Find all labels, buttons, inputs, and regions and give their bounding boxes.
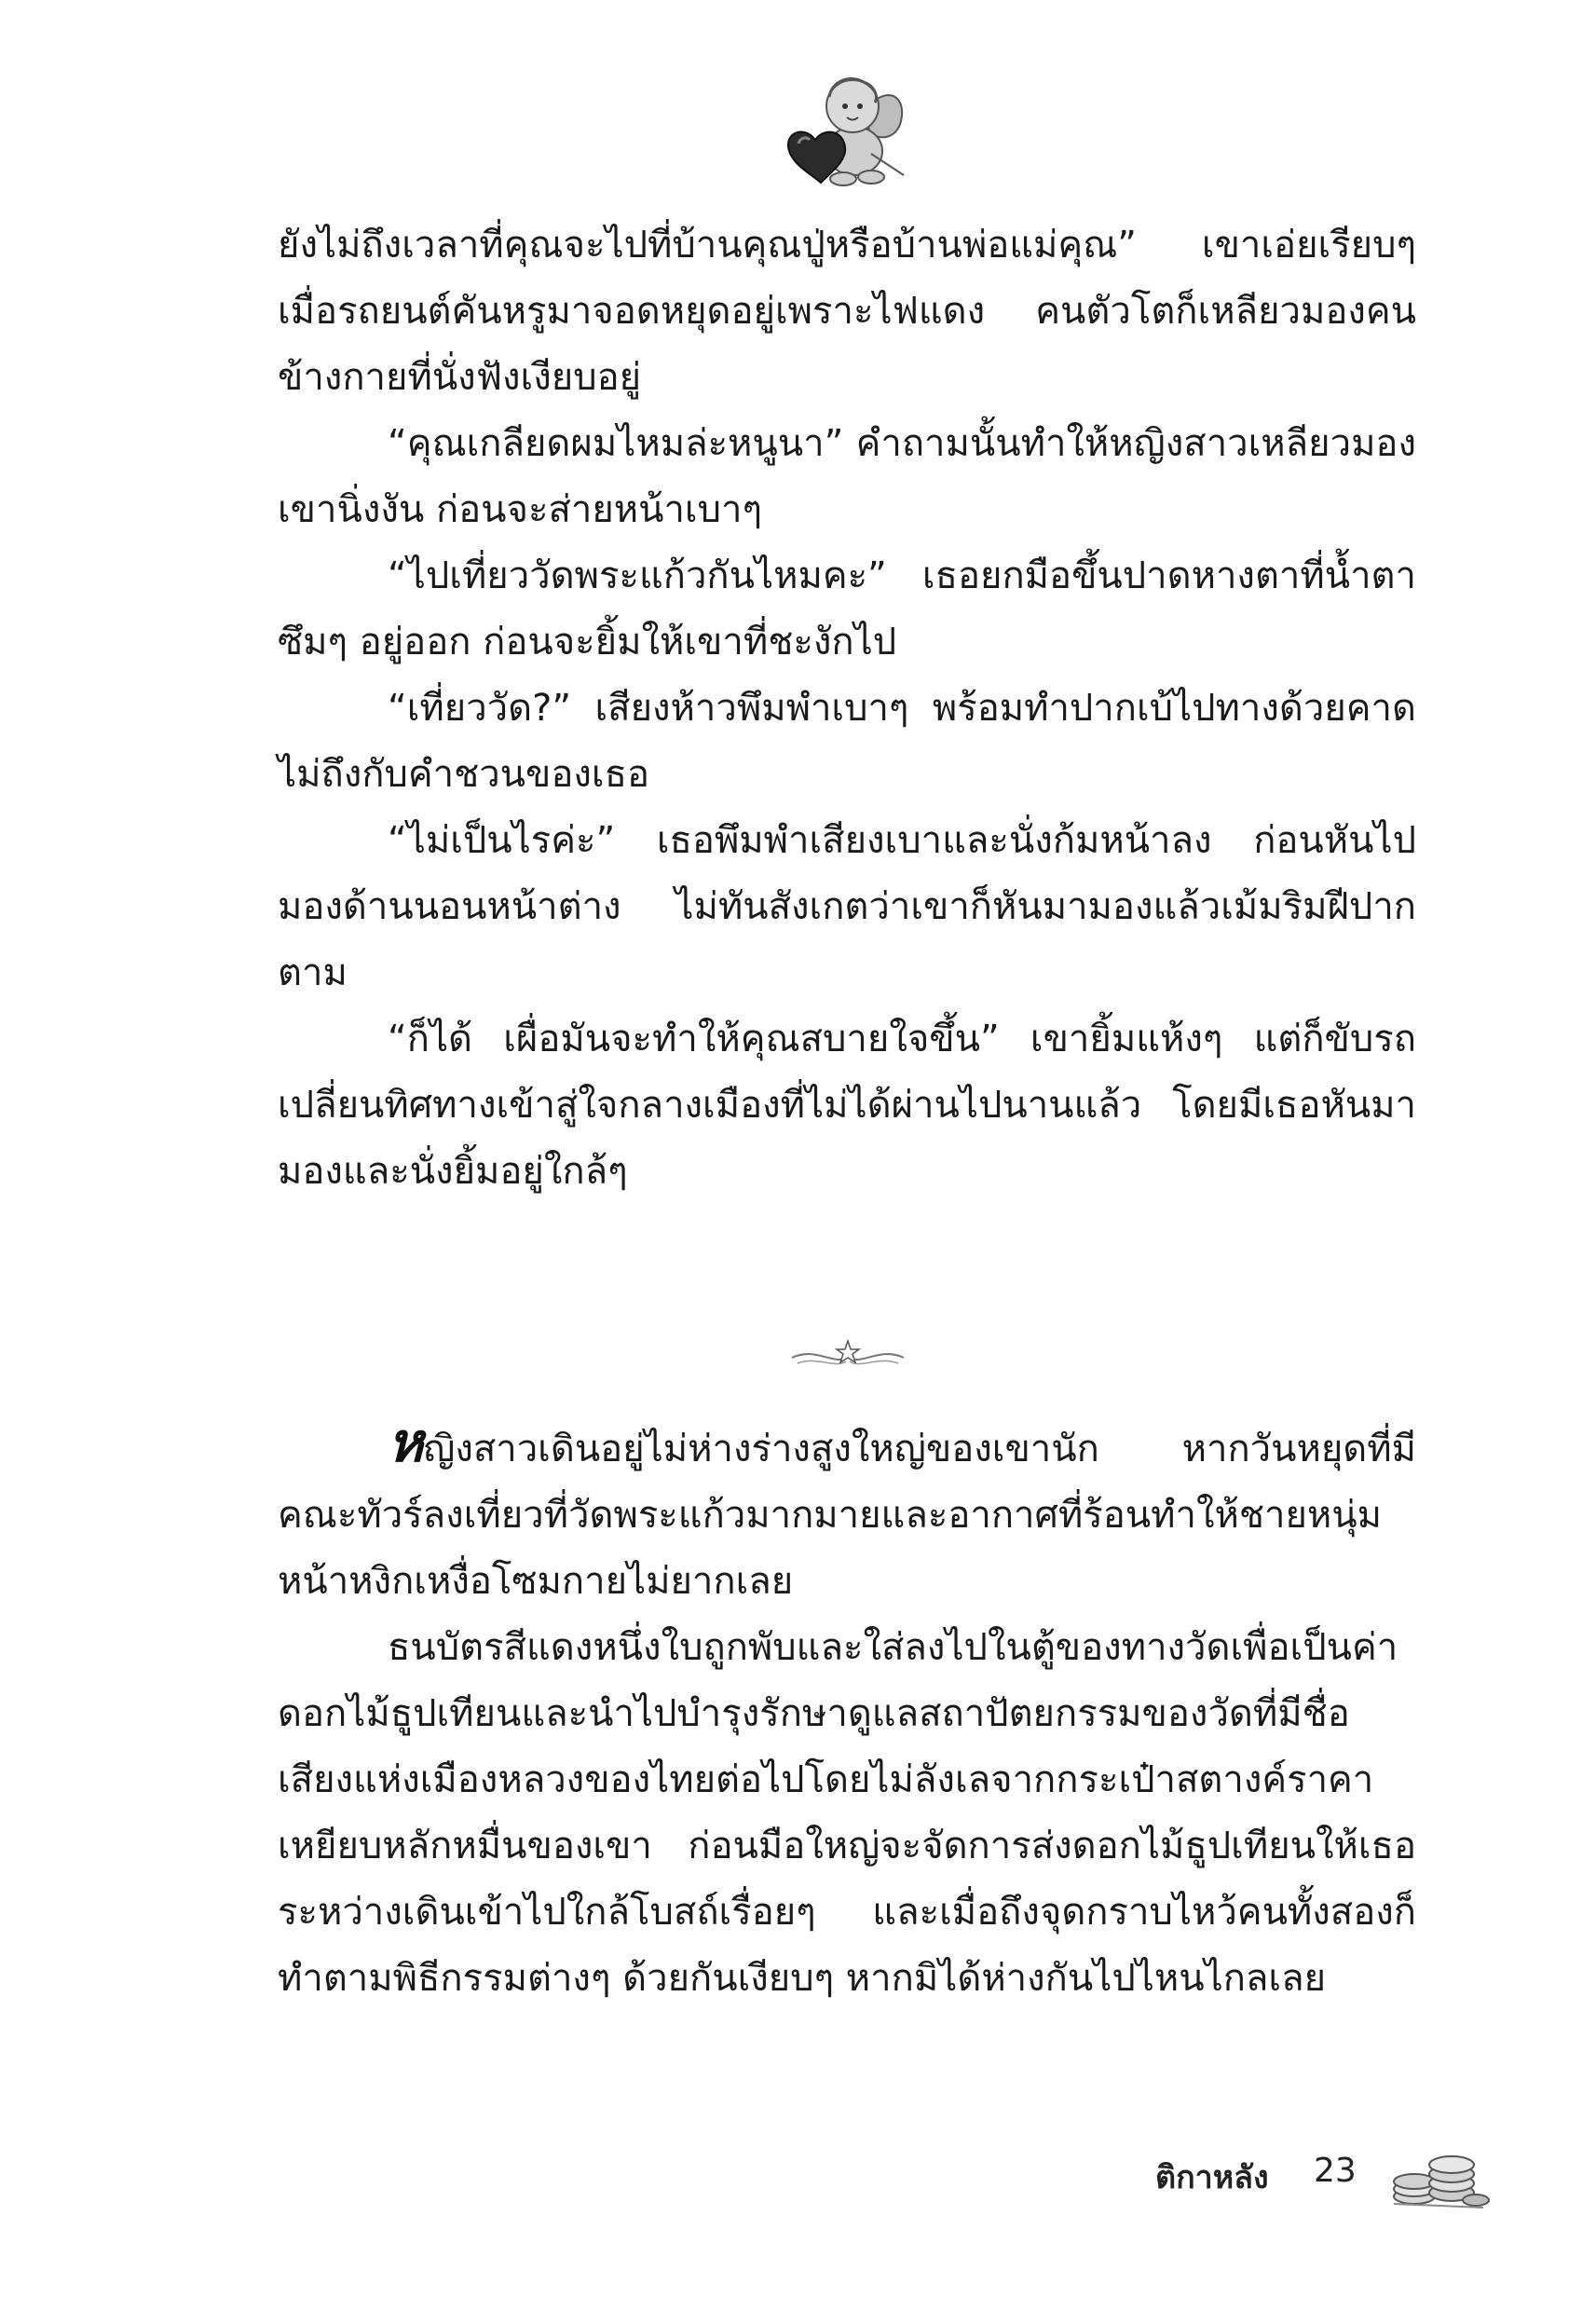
paragraph-5: “ไม่เป็นไรค่ะ” เธอพึมพำเสียงเบาและนั่งก้มหน้าลง ก่อนหันไปมองด้านนอนหน้าต่าง ไม่ทันสังเกตว่าเขาก็หันมามองแล้วเม้มริมฝีปากตาม xyxy=(278,819,1416,994)
paragraph-7-text: ญิงสาวเดินอยู่ไม่ห่างร่างสูงใหญ่ของเขานัก หากวันหยุดที่มีคณะทัวร์ลงเที่ยวที่วัดพระแก้วมากมายและอากาศที่ร้อนทำให้ชายหนุ่มหน้าหงิกเหงื่อโซมกายไม่ยากเลย xyxy=(278,1428,1416,1603)
paragraph-3: “ไปเที่ยววัดพระแก้วกันไหมคะ” เธอยกมือขึ้นปาดหางตาที่น้ำตาซึมๆ อยู่ออก ก่อนจะยิ้มให้เขาที่ชะงักไป xyxy=(278,554,1416,663)
page-footer xyxy=(1155,2139,1491,2213)
paragraph-8: ธนบัตรสีแดงหนึ่งใบถูกพับและใส่ลงไปในตู้ของทางวัดเพื่อเป็นค่าดอกไม้ธูปเทียนและนำไปบำรุงรักษาดูแลสถาปัตยกรรมของวัดที่มีชื่อเสียงแห่งเมืองหลวงของไทยต่อไปโดยไม่ลังเลจากกระเป๋าสตางค์ราคาเหยียบหลักหมื่นของเขา ก่อนมือใหญ่จะจัดการส่งดอกไม้ธูปเทียนให้เธอระหว่างเดินเข้าไปใกล้โบสถ์เรื่อยๆ และเมื่อถึงจุดกราบไหว้คนทั้งสองก็ทำตามพิธีกรรมต่างๆ ด้วยกันเงียบๆ หากมิได้ห่างกันไปไหนไกลเลย xyxy=(278,1626,1416,2000)
section-1-text xyxy=(278,212,1416,1205)
coin-stack-icon xyxy=(1386,2139,1491,2213)
section-2-text xyxy=(278,1411,1416,2012)
cupid-with-heart-icon xyxy=(778,65,908,191)
book-title: ติกาหลัง xyxy=(1155,2159,1269,2196)
paragraph-2: “คุณเกลียดผมไหมล่ะหนูนา” คำถามนั้นทำให้หญิงสาวเหลียวมองเขานิ่งงัน ก่อนจะส่ายหน้าเบาๆ xyxy=(278,422,1416,531)
paragraph-4: “เที่ยววัด?” เสียงห้าวพึมพำเบาๆ พร้อมทำปากเบ้ไปทางด้วยคาดไม่ถึงกับคำชวนของเธอ xyxy=(278,687,1416,796)
star-flourish-icon xyxy=(783,1337,913,1374)
paragraph-6: “ก็ได้ เผื่อมันจะทำให้คุณสบายใจขึ้น” เขายิ้มแห้งๆ แต่ก็ขับรถเปลี่ยนทิศทางเข้าสู่ใจกลางเมืองที่ไม่ได้ผ่านไปนานแล้ว โดยมีเธอหันมามองและนั่งยิ้มอยู่ใกล้ๆ xyxy=(278,1018,1416,1193)
drop-cap: ห xyxy=(388,1411,424,1474)
paragraph-7 xyxy=(278,1411,1416,1615)
page-number: 23 xyxy=(1314,2152,1357,2190)
paragraph-1: ยังไม่ถึงเวลาที่คุณจะไปที่บ้านคุณปู่หรือบ้านพ่อแม่คุณ” เขาเอ่ยเรียบๆ เมื่อรถยนต์คันหรูมาจอดหยุดอยู่เพราะไฟแดง คนตัวโตก็เหลียวมองคนข้างกายที่นั่งฟังเงียบอยู่ xyxy=(278,224,1416,399)
